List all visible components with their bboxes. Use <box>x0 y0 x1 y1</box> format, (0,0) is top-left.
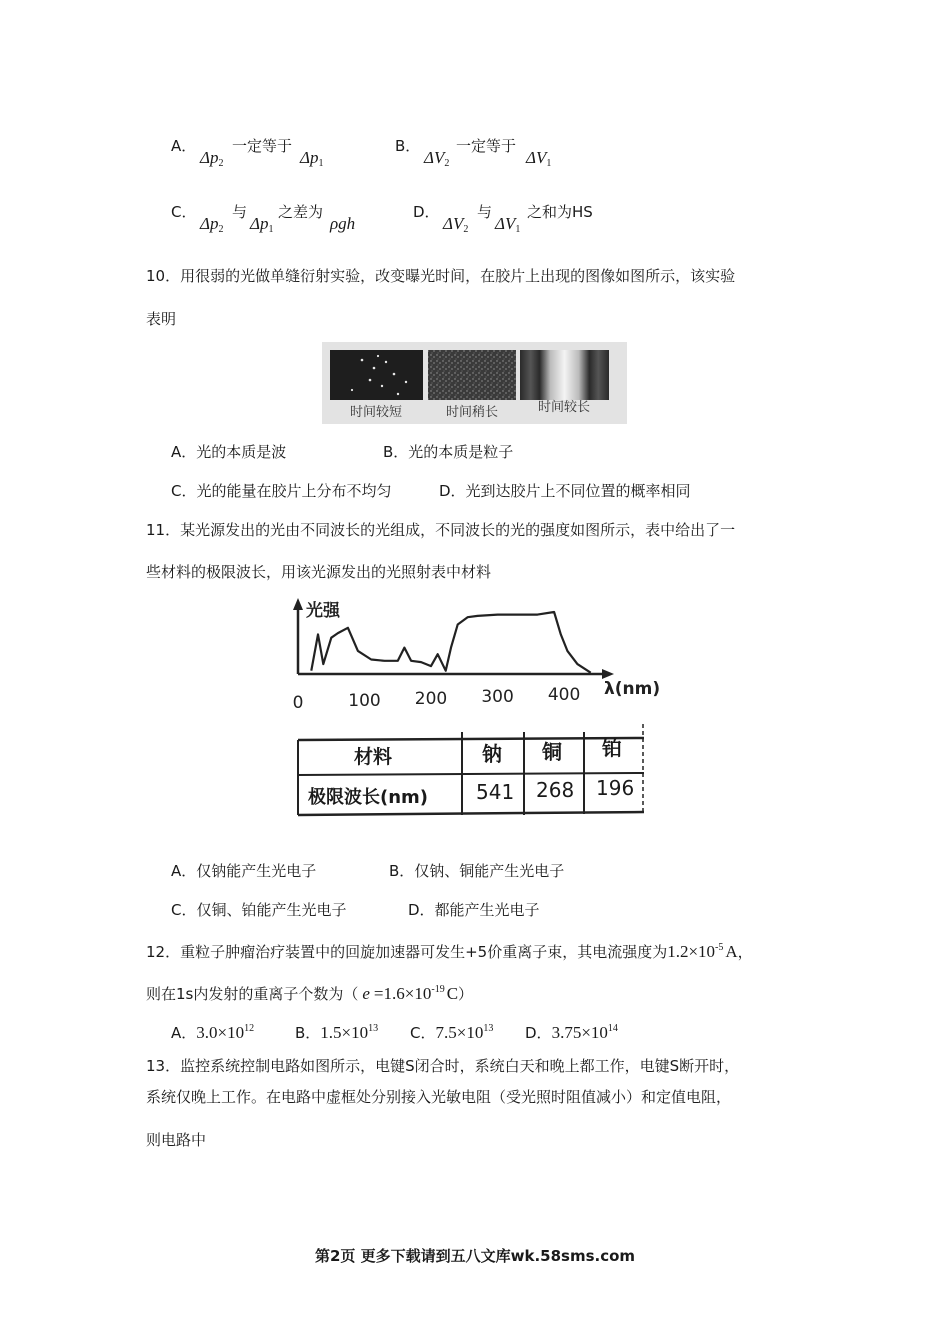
x-tick-400: 400 <box>547 685 581 705</box>
option-value <box>196 1023 254 1042</box>
x-axis-arrow <box>602 669 614 679</box>
delta-p2 <box>200 214 223 235</box>
q12-stem-text: 则在1s内发射的重离子个数为（ <box>146 985 359 1003</box>
q9-option-b[interactable] <box>395 136 420 156</box>
e-mantissa: =1.6×10 <box>373 984 432 1003</box>
q11-option-d[interactable]: D．都能产生光电子 <box>408 901 540 919</box>
y-axis-label: 光强 <box>306 601 340 621</box>
e-unit: C <box>446 984 459 1003</box>
medium-exposure-panel <box>428 350 516 400</box>
mantissa: 1.5×10 <box>320 1023 369 1042</box>
q12-stem-line2 <box>146 980 473 1004</box>
q10-option-a[interactable]: A．光的本质是波 <box>171 443 287 461</box>
subscript: 2 <box>463 224 469 235</box>
current-mantissa: 1.2×10 <box>667 942 716 961</box>
mantissa: 7.5×10 <box>435 1023 484 1042</box>
option-label: D． <box>413 203 440 221</box>
q13-stem-line1: 13．监控系统控制电路如图所示，电键S闭合时，系统白天和晚上都工作，电键S断开时， <box>146 1057 740 1075</box>
subscript: 1 <box>318 158 324 169</box>
q11-threshold-table <box>296 724 648 818</box>
q10-stem-line2: 表明 <box>146 310 177 328</box>
subscript: 1 <box>546 158 552 169</box>
relation-text: 一定等于 <box>232 137 293 155</box>
q12-stem-text: 12．重粒子肿瘤治疗装置中的回旋加速器可发生+5价重离子束，其电流强度为 <box>146 943 668 961</box>
symbol: ΔV <box>495 214 516 233</box>
value-copper: 268 <box>536 778 575 802</box>
label-short: 时间较短 <box>349 405 403 420</box>
option-label: C． <box>171 203 197 221</box>
delta-v1 <box>495 214 520 235</box>
delta-v2 <box>424 148 449 169</box>
long-exposure-panel <box>520 350 609 400</box>
current-unit: A <box>725 942 738 961</box>
sum-text: 之和为HS <box>527 203 593 221</box>
difference-text: 之差为 <box>278 203 324 221</box>
exponent: 13 <box>368 1023 379 1034</box>
x-tick-200: 200 <box>414 689 448 709</box>
delta-v1 <box>526 148 551 169</box>
q10-stem-line1: 10．用很弱的光做单缝衍射实验，改变曝光时间，在胶片上出现的图像如图所示，该实验 <box>146 267 736 285</box>
option-value <box>435 1023 493 1042</box>
subscript: 1 <box>268 224 274 235</box>
x-tick-0: 0 <box>292 693 304 713</box>
x-tick-100: 100 <box>348 691 381 711</box>
value-platinum: 196 <box>596 776 635 800</box>
header-platinum: 铂 <box>602 736 622 760</box>
symbol: Δp <box>200 214 219 233</box>
q11-stem-line2: 些材料的极限波长，用该光源发出的光照射表中材料 <box>146 563 492 581</box>
relation-text: 一定等于 <box>456 137 517 155</box>
header-material: 材料 <box>354 746 393 768</box>
q12-option-a[interactable] <box>171 1019 254 1043</box>
symbol: Δp <box>200 148 219 167</box>
subscript: 1 <box>515 224 521 235</box>
q13-stem-line3: 则电路中 <box>146 1131 207 1149</box>
option-value <box>552 1023 618 1042</box>
option-label: A． <box>171 137 197 155</box>
q12-option-d[interactable] <box>525 1019 618 1043</box>
option-label: C． <box>410 1024 436 1042</box>
x-tick-labels <box>293 685 581 713</box>
q11-stem-line1: 11．某光源发出的光由不同波长的光组成，不同波长的光的强度如图所示，表中给出了一 <box>146 521 736 539</box>
q13-stem-line2: 系统仅晚上工作。在电路中虚框处分别接入光敏电阻（受光照时阻值减小）和定值电阻， <box>146 1088 732 1106</box>
q12-option-b[interactable] <box>295 1019 378 1043</box>
option-label: A． <box>171 1024 197 1042</box>
option-label: D． <box>525 1024 552 1042</box>
intensity-curve <box>311 612 590 673</box>
q9-option-d[interactable] <box>413 202 440 222</box>
current-value <box>667 942 737 961</box>
label-medium: 时间稍长 <box>445 405 499 420</box>
mantissa: 3.75×10 <box>551 1023 608 1042</box>
option-label: B． <box>395 137 421 155</box>
mantissa: 3.0×10 <box>196 1023 245 1042</box>
diffraction-images <box>322 342 627 424</box>
current-exponent: -5 <box>715 942 724 953</box>
q10-option-b[interactable]: B．光的本质是粒子 <box>383 443 514 461</box>
delta-p2 <box>200 148 223 169</box>
close-paren: ） <box>458 985 474 1003</box>
page-footer: 第2页 更多下载请到五八文库wk.58sms.com <box>314 1247 636 1265</box>
value-sodium: 541 <box>476 780 515 804</box>
rho-g-h: ρgh <box>330 214 356 233</box>
symbol: Δp <box>250 214 269 233</box>
relation-text: 与 <box>477 203 493 221</box>
q10-diffraction-figure <box>322 342 627 424</box>
option-value <box>320 1023 378 1042</box>
y-axis-arrow <box>293 598 303 610</box>
q9-option-a[interactable] <box>171 136 196 156</box>
q11-option-a[interactable]: A．仅钠能产生光电子 <box>171 862 317 880</box>
delta-p1 <box>250 214 273 235</box>
exponent: 12 <box>244 1023 255 1034</box>
electron-charge-value <box>370 984 458 1003</box>
electron-charge-symbol: e <box>362 984 370 1003</box>
x-axis-label: λ(nm) <box>604 679 661 699</box>
header-sodium: 钠 <box>482 742 502 766</box>
exponent: 14 <box>607 1023 618 1034</box>
label-long: 时间较长 <box>537 400 591 415</box>
q10-option-d[interactable]: D．光到达胶片上不同位置的概率相同 <box>439 482 691 500</box>
subscript: 2 <box>444 158 450 169</box>
subscript: 2 <box>218 158 224 169</box>
symbol: Δp <box>300 148 319 167</box>
exponent: 13 <box>483 1023 494 1034</box>
q12-stem-line1 <box>146 938 753 962</box>
symbol: ΔV <box>443 214 464 233</box>
q12-option-c[interactable] <box>410 1019 493 1043</box>
q9-option-c[interactable] <box>171 202 196 222</box>
subscript: 2 <box>218 224 224 235</box>
x-tick-300: 300 <box>481 687 514 707</box>
e-exponent: -19 <box>431 984 445 995</box>
relation-text: 与 <box>232 203 248 221</box>
option-label: B． <box>295 1024 321 1042</box>
delta-p1 <box>300 148 323 169</box>
q11-spectrum-graph <box>282 596 662 721</box>
header-copper: 铜 <box>542 740 562 764</box>
intensity-chart <box>282 596 662 721</box>
symbol: ΔV <box>424 148 445 167</box>
delta-v2 <box>443 214 468 235</box>
comma: ， <box>737 943 753 961</box>
q11-option-c[interactable]: C．仅铜、铂能产生光电子 <box>171 901 347 919</box>
row-label-threshold: 极限波长(nm) <box>308 787 429 808</box>
q10-option-c[interactable]: C．光的能量在胶片上分布不均匀 <box>171 482 392 500</box>
q11-option-b[interactable]: B．仅钠、铜能产生光电子 <box>389 862 565 880</box>
short-exposure-panel <box>330 350 423 400</box>
symbol: ΔV <box>526 148 547 167</box>
